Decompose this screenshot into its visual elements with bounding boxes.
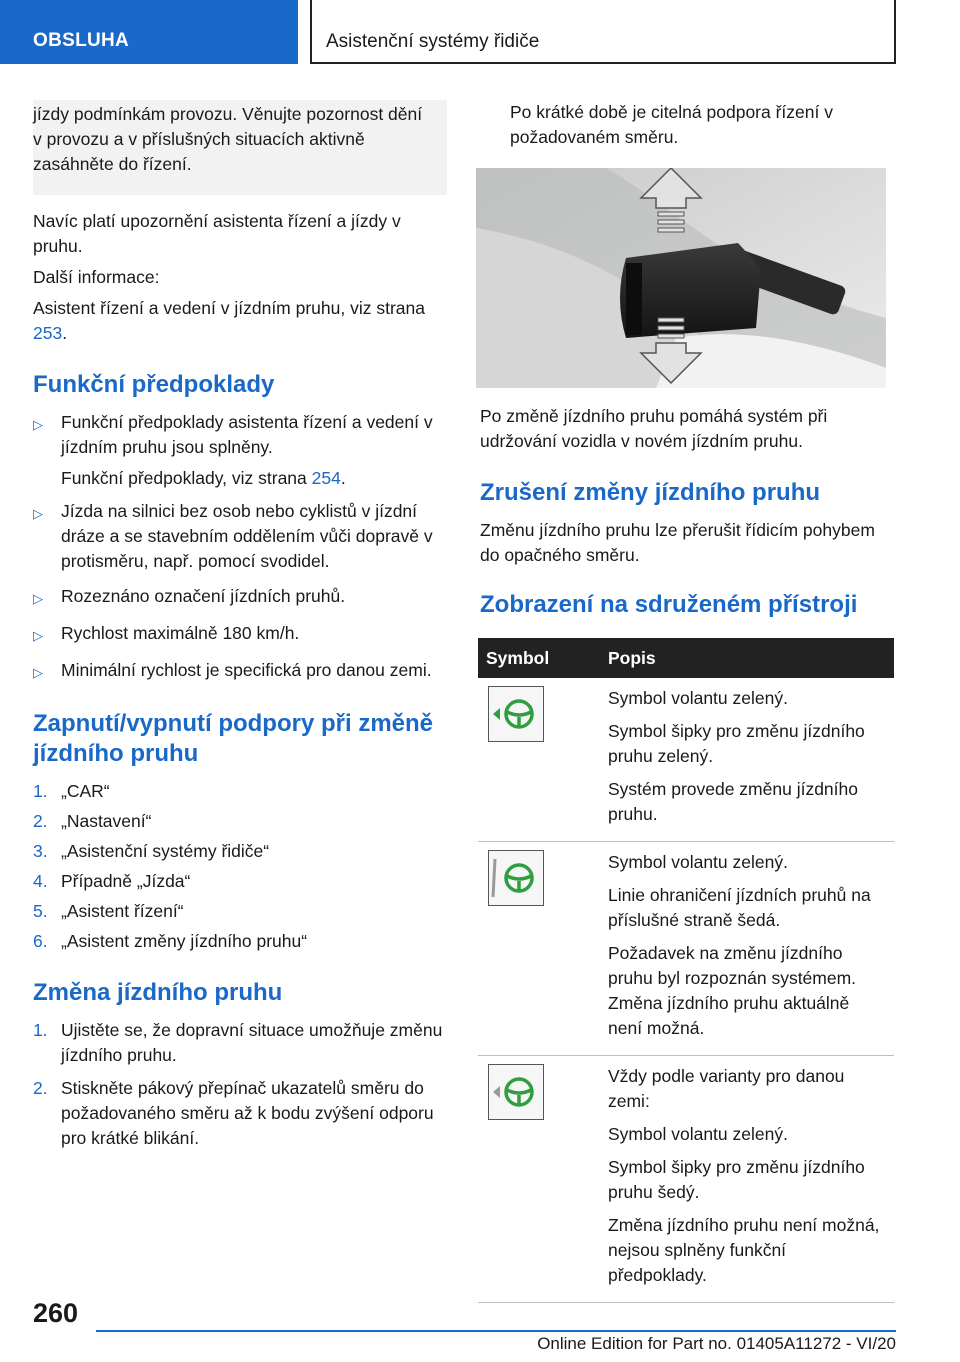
page-link[interactable]: 254 bbox=[311, 468, 341, 488]
warning-text: jízdy podmínkám provozu. Věnujte pozornost dění v provozu a v příslušných situacích aktivně zasáhněte do řízení. bbox=[33, 104, 423, 174]
list-item: ▷ Jízda na silnici bez osob nebo cyklistů v jízdní dráze a se stavebním oddělením vůči dopravě v protisměru, např. pomocí svodidel. bbox=[33, 499, 447, 574]
list-item: ▷ Minimální rychlost je specifická pro danou zemi. bbox=[33, 658, 447, 685]
heading-lane-change: Změna jízdního pruhu bbox=[33, 979, 283, 1006]
page-number: 260 bbox=[33, 1298, 79, 1328]
left-column bbox=[33, 100, 447, 1156]
list-item: ▷ Funkční předpoklady asistenta řízení a vedení v jízdním pruhu jsou splněny. bbox=[33, 410, 447, 460]
list-item: ▷ Rozeznáno označení jízdních pruhů. bbox=[33, 584, 447, 611]
list-item: ▷ Rychlost maximálně 180 km/h. bbox=[33, 621, 447, 648]
table-row bbox=[478, 678, 894, 842]
footer-edition: Online Edition for Part no. 01405A11272 - VI/20 bbox=[537, 1334, 896, 1353]
heading-display: Zobrazení na sdruženém přístroji bbox=[480, 591, 858, 618]
list-item: 1. Ujistěte se, že dopravní situace umožňuje změnu jízdního pruhu. bbox=[33, 1020, 443, 1065]
description-cell: Symbol volantu zelený. Linie ohraničení jízdních pruhů na příslušné straně šedá. Požadavek na změnu jízdního pruhu byl rozpoznán systémem. Změna jízdního pruhu aktuálně není možná. bbox=[600, 842, 894, 1056]
warning-box bbox=[33, 100, 447, 195]
symbol-cell bbox=[478, 842, 600, 1056]
steering-wheel-green-arrow-icon bbox=[488, 686, 544, 742]
list-item: 2. „Nastavení“ bbox=[33, 811, 152, 831]
triangle-bullet-icon: ▷ bbox=[33, 628, 43, 643]
paragraph: Další informace: bbox=[33, 267, 160, 287]
heading-on-off: Zapnutí/vypnutí podpory při změně jízdního pruhu bbox=[33, 710, 434, 767]
heading-cancel: Zrušení změny jízdního pruhu bbox=[480, 479, 821, 506]
description-cell: Symbol volantu zelený. Symbol šipky pro změnu jízdního pruhu zelený. Systém provede změnu jízdního pruhu. bbox=[600, 678, 894, 842]
symbol-table bbox=[478, 638, 894, 1303]
steering-wheel-gray-lane-icon bbox=[488, 850, 544, 906]
table-row bbox=[478, 842, 894, 1056]
list-item: 4. Případně „Jízda“ bbox=[33, 871, 191, 891]
table-header-symbol: Symbol bbox=[478, 638, 600, 678]
list-item: 2. Stiskněte pákový přepínač ukazatelů směru do požadovaného směru až k bodu zvýšení odporu pro krátké blikání. bbox=[33, 1078, 434, 1148]
triangle-bullet-icon: ▷ bbox=[33, 591, 43, 606]
table-header-description: Popis bbox=[600, 638, 894, 678]
steering-wheel-gray-arrow-icon bbox=[488, 1064, 544, 1120]
right-column bbox=[480, 100, 894, 1303]
page-link[interactable]: 253 bbox=[33, 323, 63, 343]
footer-divider bbox=[96, 1330, 896, 1332]
symbol-cell bbox=[478, 1056, 600, 1303]
chapter-title: Asistenční systémy řidiče bbox=[310, 0, 896, 64]
paragraph: Změnu jízdního pruhu lze přerušit řídicím pohybem do opačného směru. bbox=[480, 520, 875, 565]
triangle-bullet-icon: ▷ bbox=[33, 506, 43, 521]
paragraph: Asistent řízení a vedení v jízdním pruhu, viz strana 253. bbox=[33, 298, 425, 343]
heading-prerequisites: Funkční předpoklady bbox=[33, 371, 275, 398]
description-cell: Vždy podle varianty pro danou zemi: Symbol volantu zelený. Symbol šipky pro změnu jízdního pruhu šedý. Změna jízdního pruhu není možná, nejsou splněny funkční předpoklady. bbox=[600, 1056, 894, 1303]
table-row bbox=[478, 1056, 894, 1303]
paragraph: Po změně jízdního pruhu pomáhá systém při udržování vozidla v novém jízdním pruhu. bbox=[480, 406, 828, 451]
list-item: 5. „Asistent řízení“ bbox=[33, 901, 184, 921]
triangle-bullet-icon: ▷ bbox=[33, 665, 43, 680]
symbol-cell bbox=[478, 678, 600, 842]
turn-signal-lever-image bbox=[476, 168, 886, 388]
lever-illustration-icon bbox=[476, 168, 886, 388]
list-item: 6. „Asistent změny jízdního pruhu“ bbox=[33, 931, 308, 951]
triangle-bullet-icon: ▷ bbox=[33, 417, 43, 432]
list-item: 1. „CAR“ bbox=[33, 781, 110, 801]
paragraph: Po krátké době je citelná podpora řízení v požadovaném směru. bbox=[510, 102, 833, 147]
list-item: 3. „Asistenční systémy řidiče“ bbox=[33, 841, 270, 861]
section-tab: OBSLUHA bbox=[0, 0, 298, 64]
paragraph: Navíc platí upozornění asistenta řízení a jízdy v pruhu. bbox=[33, 211, 401, 256]
sub-paragraph: Funkční předpoklady, viz strana 254. bbox=[61, 468, 346, 488]
